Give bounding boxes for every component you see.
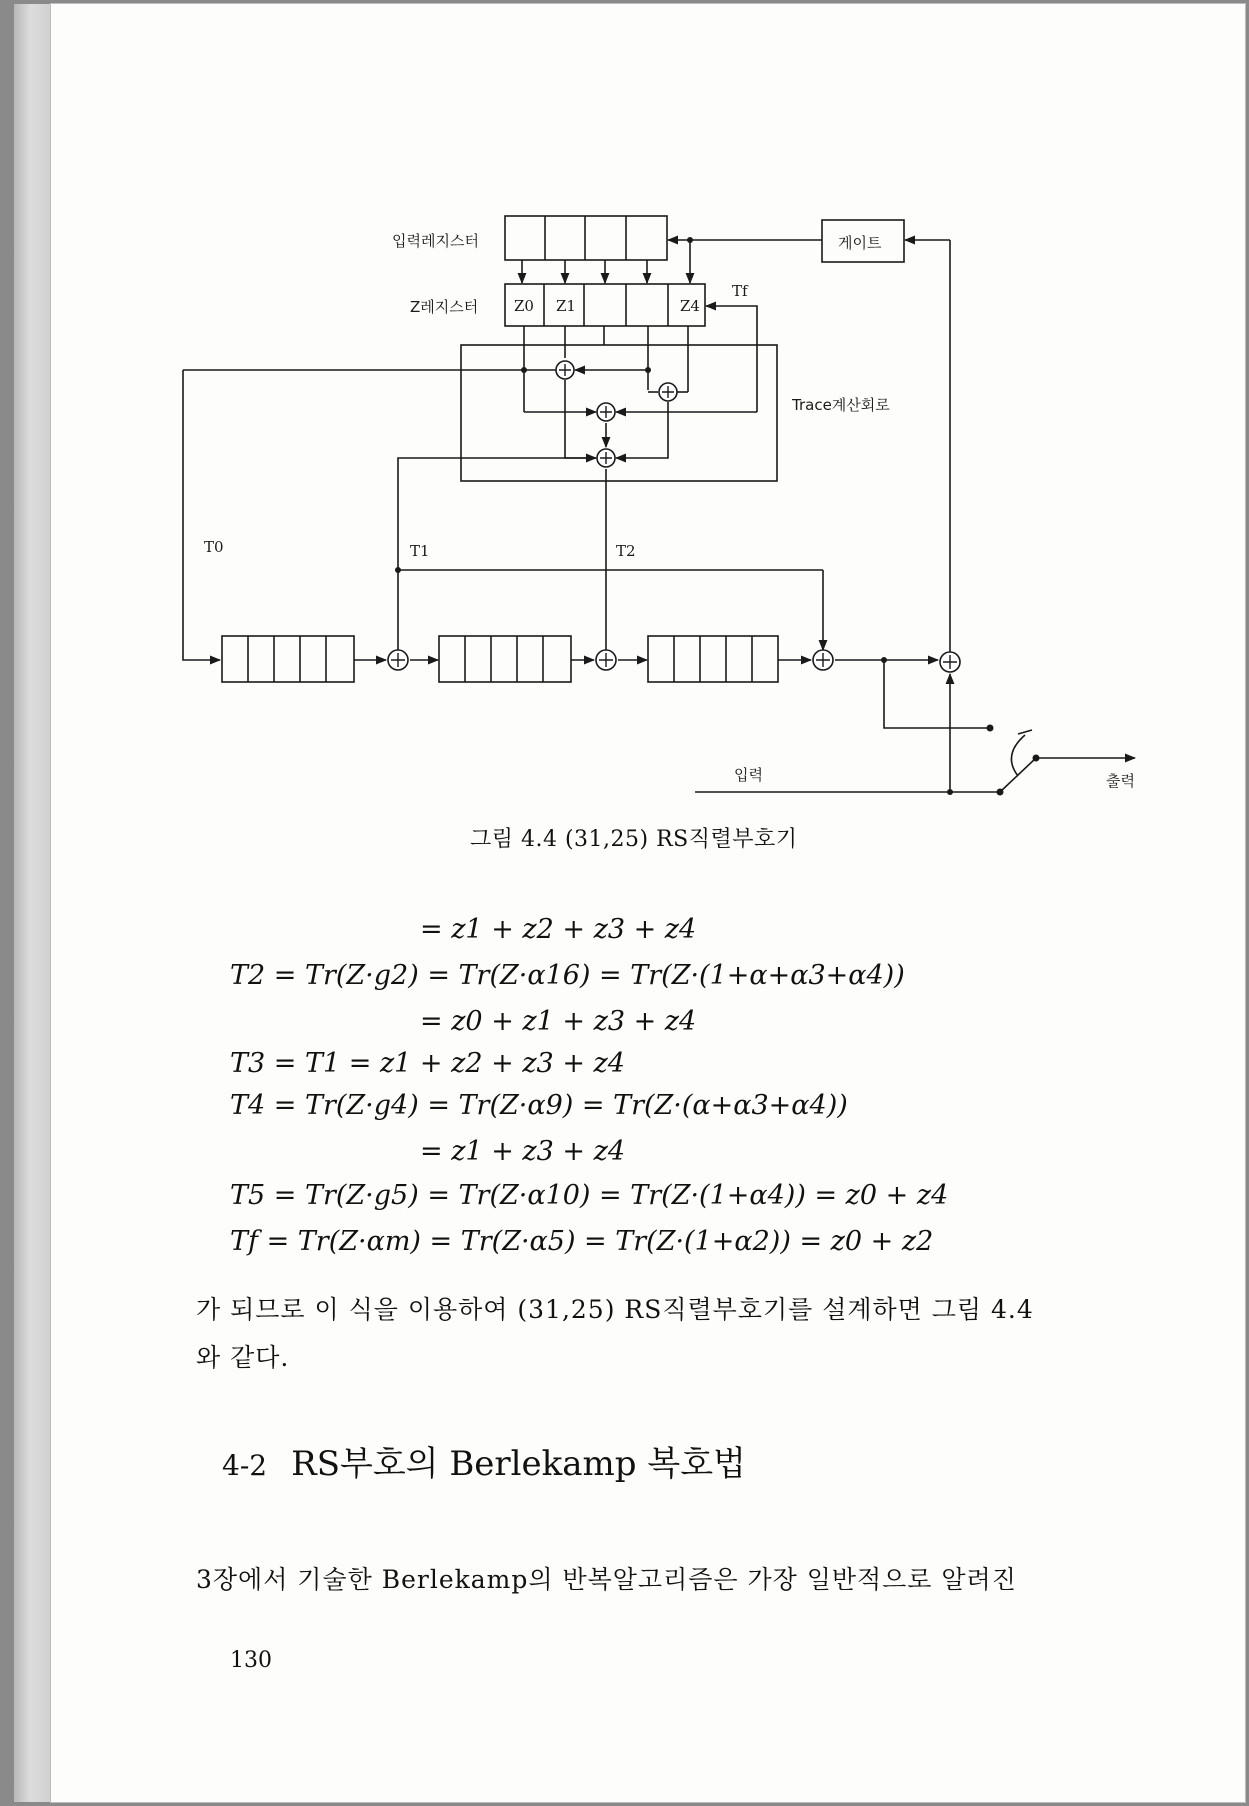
equation-line: T5 = Tr(Z·g5) = Tr(Z·α10) = Tr(Z·(1+α4)) = z0 + z4 — [230, 1180, 949, 1211]
t0-label: T0 — [204, 538, 224, 556]
tf-label: Tf — [732, 282, 748, 300]
z-cell-1: Z1 — [556, 297, 576, 315]
equation-line: T3 = T1 = z1 + z2 + z3 + z4 — [230, 1048, 625, 1079]
figure-caption: 그림 4.4 (31,25) RS직렬부호기 — [470, 827, 798, 852]
input-label: 입력 — [734, 766, 763, 784]
section-number: 4-2 — [222, 1449, 268, 1482]
equation-line: Tf = Tr(Z·αm) = Tr(Z·α5) = Tr(Z·(1+α2)) = z0 + z2 — [230, 1226, 934, 1257]
trace-circuit-label: Trace계산회로 — [792, 396, 890, 414]
z-cell-4: Z4 — [680, 297, 700, 315]
t2-label: T2 — [616, 542, 636, 560]
paragraph-line: 가 되므로 이 식을 이용하여 (31,25) RS직렬부호기를 설계하면 그림 4.4 — [196, 1295, 1034, 1324]
section-heading — [222, 1436, 746, 1485]
shift-register-1 — [222, 636, 354, 682]
z-register — [505, 284, 705, 326]
t1-label: T1 — [410, 542, 430, 560]
equation-line: = z1 + z3 + z4 — [420, 1136, 625, 1167]
output-label: 출력 — [1106, 772, 1135, 790]
shift-register-2 — [439, 636, 571, 682]
paragraph-line: 3장에서 기술한 Berlekamp의 반복알고리즘은 가장 일반적으로 알려진 — [196, 1565, 1017, 1594]
page-number: 130 — [230, 1648, 272, 1673]
equation-line: = z0 + z1 + z3 + z4 — [420, 1006, 697, 1037]
z-cell-0: Z0 — [514, 297, 534, 315]
input-register — [505, 216, 667, 260]
equation-line: T2 = Tr(Z·g2) = Tr(Z·α16) = Tr(Z·(1+α+α3+α4)) — [230, 960, 905, 991]
input-register-label: 입력레지스터 — [392, 232, 479, 250]
gate-label: 게이트 — [838, 234, 882, 252]
shift-register-3 — [648, 636, 778, 682]
paragraph-line: 와 같다. — [196, 1343, 290, 1372]
z-register-label: Z레지스터 — [410, 298, 479, 316]
equation-line: T4 = Tr(Z·g4) = Tr(Z·α9) = Tr(Z·(α+α3+α4)) — [230, 1090, 848, 1121]
equation-line: = z1 + z2 + z3 + z4 — [420, 914, 697, 945]
encoder-diagram — [0, 0, 1249, 820]
section-title: RS부호의 Berlekamp 복호법 — [291, 1444, 746, 1484]
trace-circuit-box — [461, 345, 777, 481]
